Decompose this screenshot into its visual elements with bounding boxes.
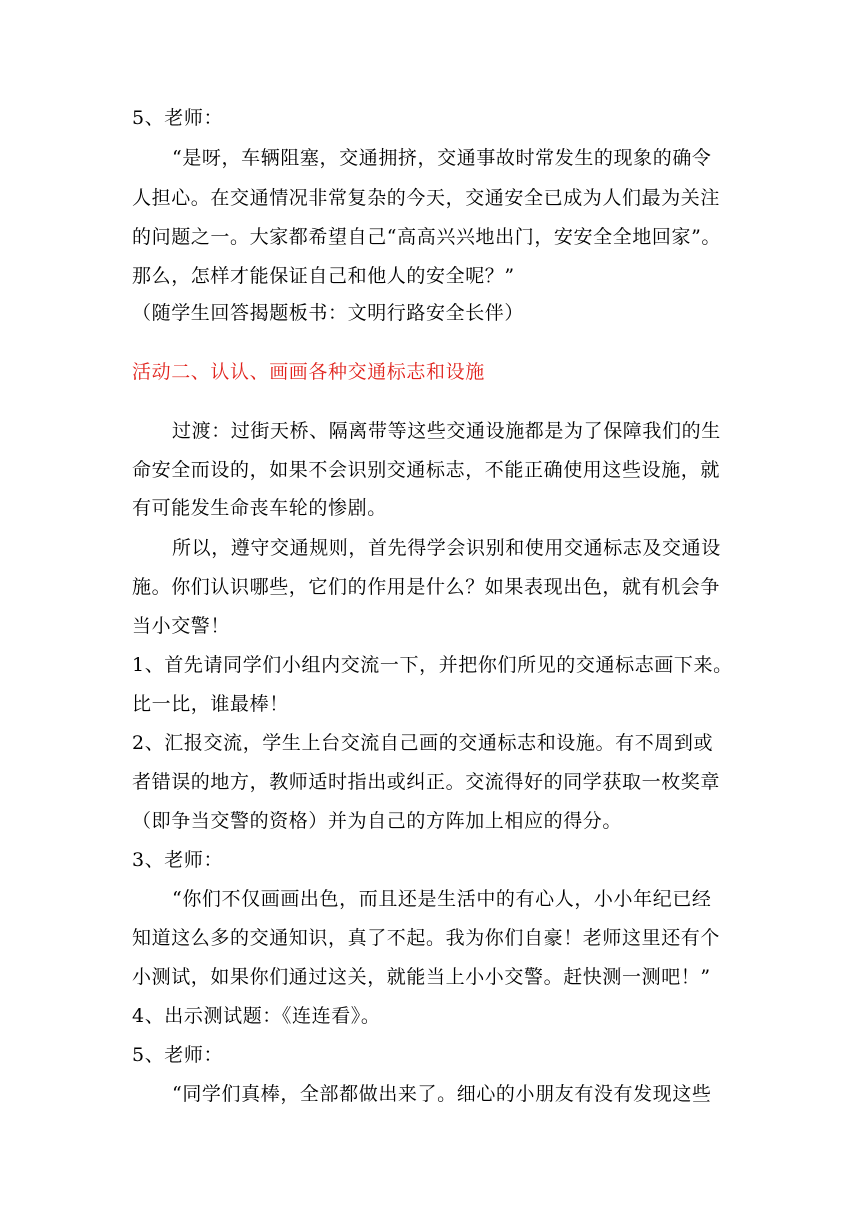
rules-paragraph-line: 所以，遵守交通规则，首先得学会识别和使用交通标志及交通设 bbox=[172, 537, 721, 559]
rules-paragraph-line: 施。你们认识哪些，它们的作用是什么？如果表现出色，就有机会争 bbox=[132, 576, 721, 598]
step-2-line: 2、汇报交流，学生上台交流自己画的交通标志和设施。有不周到或 bbox=[132, 732, 714, 754]
teacher-speech-line: 小测试，如果你们通过这关，就能当上小小交警。赶快测一测吧！” bbox=[132, 966, 711, 988]
step-2-line: （即争当交警的资格）并为自己的方阵加上相应的得分。 bbox=[132, 810, 623, 832]
teacher-speech-line: “是呀，车辆阻塞，交通拥挤，交通事故时常发生的现象的确令 bbox=[172, 147, 712, 169]
step-5-teacher-label: 5、老师： bbox=[132, 107, 224, 129]
teacher-speech-line: “同学们真棒，全部都做出来了。细心的小朋友有没有发现这些 bbox=[172, 1083, 712, 1105]
step-5-teacher-label: 5、老师： bbox=[132, 1044, 224, 1066]
teacher-speech-line: 人担心。在交通情况非常复杂的今天，交通安全已成为人们最为关注 bbox=[132, 187, 721, 209]
teacher-speech-line: “你们不仅画画出色，而且还是生活中的有心人，小小年纪已经 bbox=[172, 888, 712, 910]
transition-paragraph-line: 有可能发生命丧车轮的惨剧。 bbox=[132, 497, 387, 519]
transition-paragraph-line: 过渡：过街天桥、隔离带等这些交通设施都是为了保障我们的生 bbox=[172, 420, 721, 442]
teacher-speech-line: 知道这么多的交通知识，真了不起。我为你们自豪！老师这里还有个 bbox=[132, 927, 721, 949]
step-4-line: 4、出示测试题：《连连看》。 bbox=[132, 1005, 381, 1027]
blackboard-note: （随学生回答揭题板书：文明行路安全长伴） bbox=[132, 302, 525, 324]
step-3-teacher-label: 3、老师： bbox=[132, 849, 224, 871]
transition-paragraph-line: 命安全而设的，如果不会识别交通标志，不能正确使用这些设施，就 bbox=[132, 459, 721, 481]
step-1-line: 1、首先请同学们小组内交流一下，并把你们所见的交通标志画下来。 bbox=[132, 654, 733, 676]
step-1-line: 比一比，谁最棒！ bbox=[132, 693, 289, 715]
activity-two-heading: 活动二、认认、画画各种交通标志和设施 bbox=[132, 361, 485, 383]
teacher-speech-line: 的问题之一。大家都希望自己“高高兴兴地出门，安安全全地回家”。 bbox=[132, 226, 722, 248]
rules-paragraph-line: 当小交警！ bbox=[132, 615, 231, 637]
teacher-speech-line: 那么，怎样才能保证自己和他人的安全呢？” bbox=[132, 265, 515, 287]
step-2-line: 者错误的地方，教师适时指出或纠正。交流得好的同学获取一枚奖章 bbox=[132, 771, 721, 793]
